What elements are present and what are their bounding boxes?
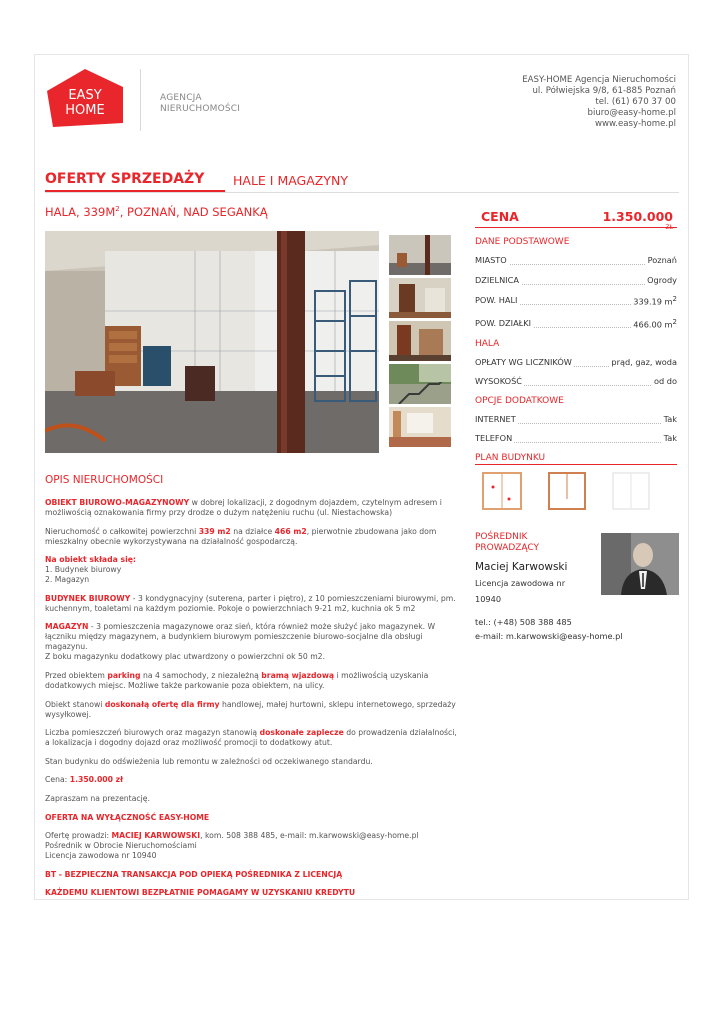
detail-value: od do [653,376,677,386]
description-paragraph: Cena: 1.350.000 zł [45,775,124,785]
agent-label-line-2: PROWADZĄCY [475,543,540,553]
detail-value: 466.00 $m^2$ [633,318,677,330]
listing-title-sup: 2 [115,205,120,214]
detail-key: TELEFON [475,433,513,443]
description-paragraph: Ofertę prowadzi: MACIEJ KARWOWSKI, kom. 508 388 485, e-mail: m.karwowski@easy-home.pl Pośrednik w Obrocie Nieruchomościami Licencja zawodowa nr 10940 [45,831,419,861]
floor-plan-1[interactable] [479,469,527,513]
detail-value: prąd, gaz, woda [611,357,677,367]
description-paragraph: BUDYNEK BIUROWY - 3 kondygnacyjny (suterena, parter i piętro), z 10 pomieszczeniami biurowymi, pm. kuchennym, toaletami na każdym poziomie. Pokoje o powierzchniach 9-21 m2, kuchnia ok 5 m2 [45,593,456,613]
detail-row-internet [475,414,677,428]
detail-row-plot-area [475,318,677,332]
contact-block [522,75,676,130]
price-currency: ZŁ [665,224,673,231]
section-hall: HALA [475,339,500,349]
detail-value: Ogrody [647,275,677,285]
detail-value: 339.19 $m^2$ [633,295,677,307]
description-title: OPIS NIERUCHOMOŚCI [45,474,164,486]
description-paragraph: MAGAZYN - 3 pomieszczenia magazynowe oraz sień, która również może służyć jako magazynek. W łączniku między magazynem, a budynkiem biurowym pomieszczenie biurowo-socjalne dla obsługi magazynu. Z boku magazynku dodatkowy plac utwardzony o powierzchni ok 50 m2. [45,622,436,662]
description-paragraph: Przed obiektem parking na 4 samochody, z niezależną bramą wjazdową i możliwością uzyskania dodatkowych miejsc. Możliwe także parkowanie poza obiektem, na ulicy. [45,670,429,690]
contact-address: ul. Półwiejska 9/8, 61-885 Poznań [532,86,676,96]
logo-text-1: EASY [68,88,102,103]
thumbnail-1[interactable] [389,235,451,275]
detail-key: POW. HALI [475,295,518,305]
price-label: CENA [481,209,519,224]
detail-key: WYSOKOŚĆ [475,376,523,386]
detail-row-height [475,376,677,390]
price-value: 1.350.000 [602,209,673,224]
page-title: OFERTY SPRZEDAŻY [45,171,205,187]
agency-label [160,93,240,115]
detail-row-city [475,255,677,269]
agency-line-1: AGENCJA [160,93,202,103]
thumbnail-5[interactable] [389,407,451,447]
description-paragraph: Stan budynku do odświeżenia lub remontu w zależności od oczekiwanego standardu. [45,756,373,766]
description-paragraph: Na obiekt składa się: 1. Budynek biurowy 2. Magazyn [45,555,136,585]
floor-plan-3[interactable] [607,469,655,513]
description-paragraph: KAŻDEMU KLIENTOWI BEZPŁATNIE POMAGAMY W UZYSKANIU KREDYTU [45,888,356,898]
agent-license-label: Licencja zawodowa nr [475,578,566,588]
detail-row-hall-area [475,295,677,309]
contact-email[interactable]: biuro@easy-home.pl [587,108,676,118]
main-photo[interactable] [45,231,379,453]
easy-home-logo [45,67,125,131]
section-basic-data: DANE PODSTAWOWE [475,237,570,247]
listing-title-main: HALA, 339M [45,205,116,219]
contact-phone[interactable]: tel. (61) 670 37 00 [595,97,676,107]
thumbnail-4[interactable] [389,364,451,404]
description-body [45,498,457,907]
detail-key: DZIELNICA [475,275,519,285]
thumbnail-2[interactable] [389,278,451,318]
detail-value: Tak [663,433,677,443]
agent-email[interactable]: e-mail: m.karwowski@easy-home.pl [475,631,623,641]
detail-key: INTERNET [475,414,516,424]
price-underline [475,227,677,228]
offer-sheet [34,54,689,900]
price-box [475,207,677,229]
description-paragraph: Liczba pomieszczeń biurowych oraz magazyn stanowią doskonałe zaplecze do prowadzenia działalności, a lokalizacja i dogodny dojazd oraz możliwość promocji to dodatkowy atut. [45,728,457,748]
logo-text-2: HOME [65,103,105,118]
detail-row-phone [475,433,677,447]
thumbnail-3[interactable] [389,321,451,361]
description-paragraph: OBIEKT BIUROWO-MAGAZYNOWY w dobrej lokalizacji, z dogodnym dojazdem, czytelnym adresem i możliwością oznakowania firmy przy drodze o dużym natężeniu ruchu (ul. Niestachowska) [45,498,442,517]
detail-row-district [475,275,677,289]
description-paragraph: OFERTA NA WYŁĄCZNOŚĆ EASY-HOME [45,812,210,822]
description-paragraph: Nieruchomość o całkowitej powierzchni 339 m2 na działce 466 m2, pierwotnie zbudowana jako dom mieszkalny obecnie wykorzystywana na działalność gospodarczą. [45,526,437,546]
description-paragraph: BT - BEZPIECZNA TRANSAKCJA POD OPIEKĄ POŚREDNIKA Z LICENCJĄ [45,869,343,879]
agency-line-2: NIERUCHOMOŚCI [160,104,241,114]
agent-label-line-1: POŚREDNIK [475,532,528,542]
title-underline [45,190,225,192]
detail-key: OPŁATY WG LICZNIKÓW [475,357,572,367]
detail-row-utilities [475,357,677,371]
listing-title-location: , POZNAŃ, NAD SEGANKĄ [119,205,268,219]
contact-name: EASY-HOME Agencja Nieruchomości [522,75,676,85]
category-title: HALE I MAGAZYNY [233,173,348,188]
detail-key: MIASTO [475,255,507,265]
title-row [45,171,679,193]
logo-divider [140,69,141,131]
agent-photo [601,533,679,595]
agent-license-number: 10940 [475,594,502,604]
listing-title [45,205,268,219]
agent-name: Maciej Karwowski [475,561,568,573]
detail-key: POW. DZIAŁKI [475,318,532,328]
detail-value: Poznań [647,255,677,265]
floor-plan-2[interactable] [543,469,591,513]
section-building-plan: PLAN BUDYNKU [475,453,677,465]
agent-section-label [475,532,539,554]
contact-website[interactable]: www.easy-home.pl [594,119,676,129]
description-paragraph: Obiekt stanowi doskonałą ofertę dla firmy handlowej, małej hurtowni, sklepu internetowego, sprzedaży wysyłkowej. [45,699,456,719]
warehouse-photo [45,231,379,453]
agent-phone[interactable]: tel.: (+48) 508 388 485 [475,617,572,627]
section-extra-options: OPCJE DODATKOWE [475,396,564,406]
description-paragraph: Zapraszam na prezentację. [45,793,150,803]
detail-value: Tak [663,414,677,424]
